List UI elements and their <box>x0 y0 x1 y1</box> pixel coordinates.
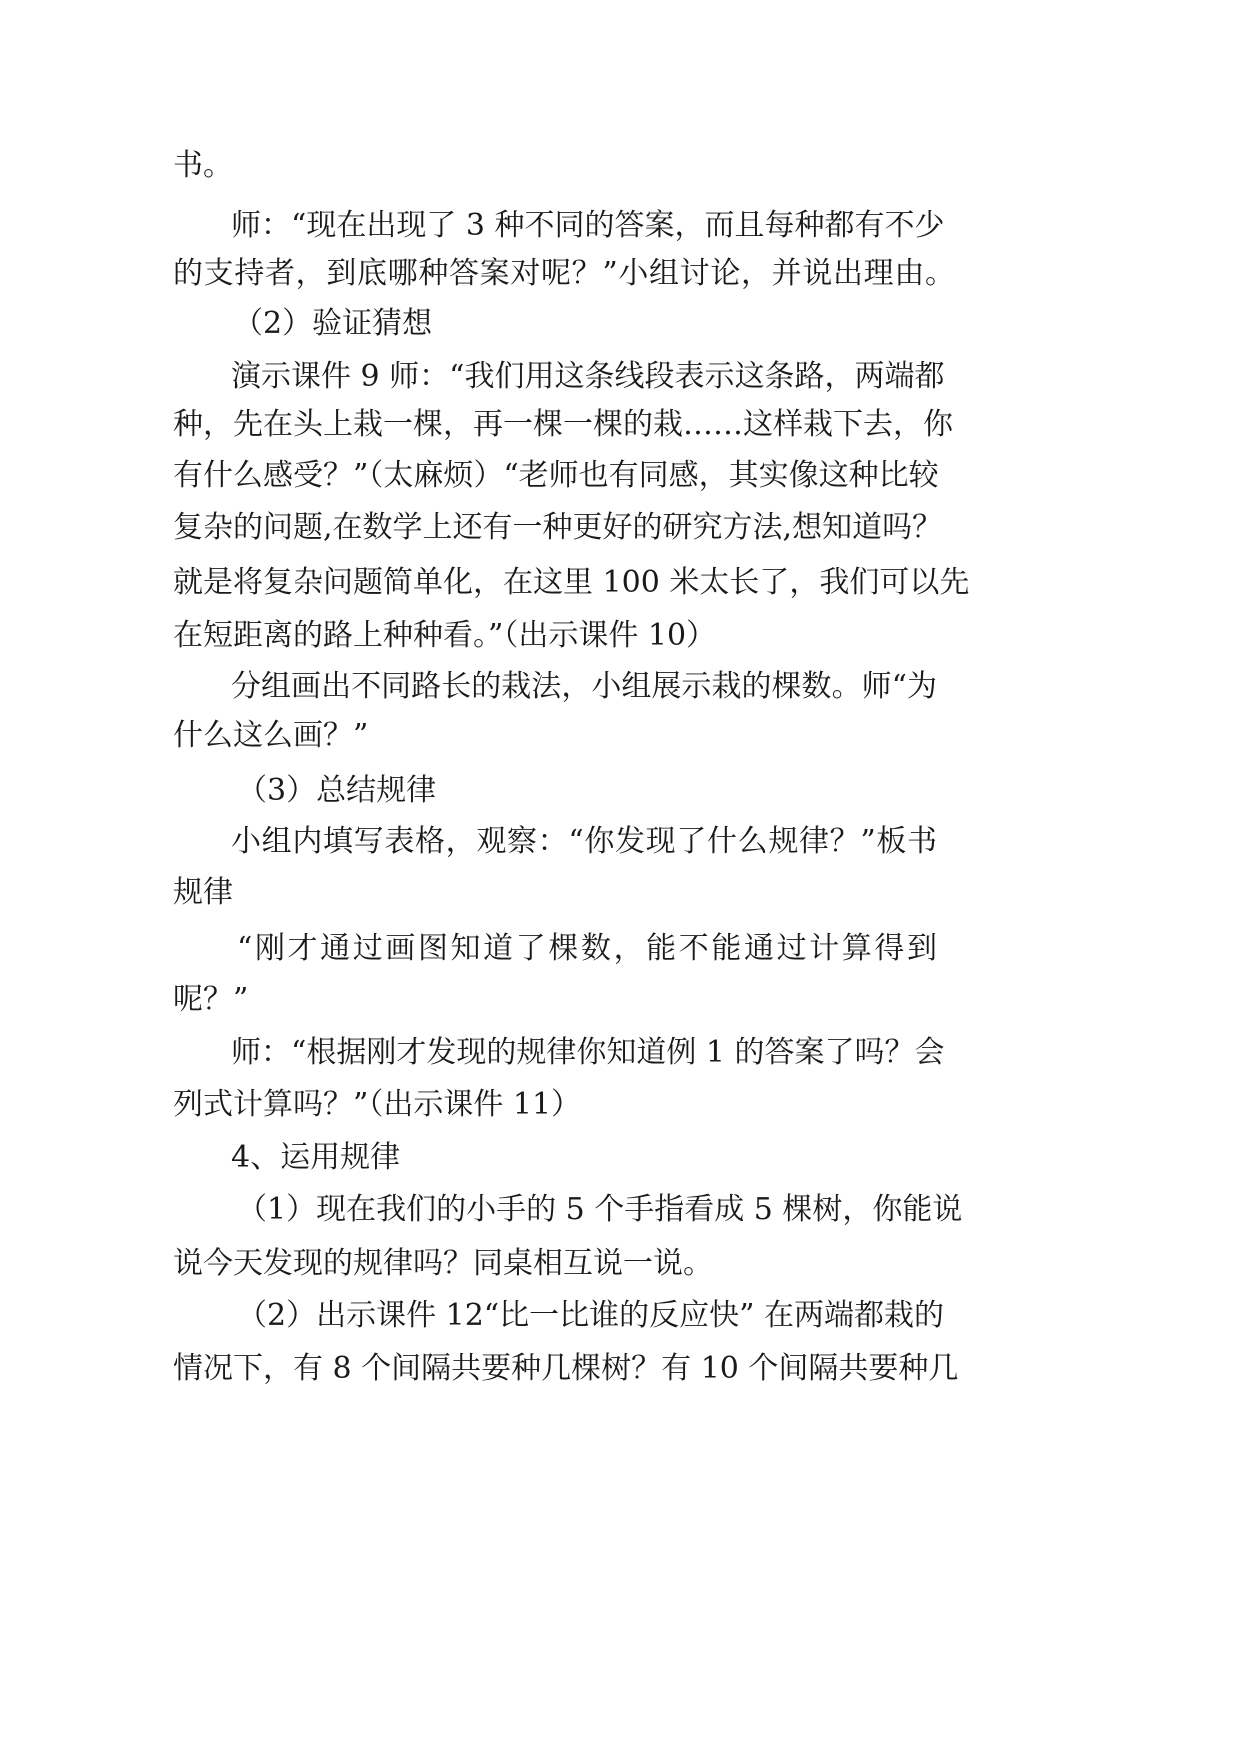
text-line: 师：“现在出现了 3 种不同的答案，而且每种都有不少 <box>231 208 945 243</box>
text-line: 有什么感受？”（太麻烦）“老师也有同感，其实像这种比较 <box>173 458 939 493</box>
text-line: 什么这么画？” <box>173 718 369 753</box>
text-line: 情况下，有 8 个间隔共要种几棵树？有 10 个间隔共要种几 <box>173 1351 959 1386</box>
section-heading: （2）验证猜想 <box>233 306 433 341</box>
text-line: 分组画出不同路长的栽法，小组展示栽的棵数。师“为 <box>231 669 937 704</box>
text-line: 复杂的问题,在数学上还有一种更好的研究方法,想知道吗？ <box>173 510 943 545</box>
text-line: 规律 <box>173 875 233 910</box>
text-line: 就是将复杂问题简单化，在这里 100 米太长了，我们可以先 <box>173 565 970 600</box>
text-line: 说今天发现的规律吗？同桌相互说一说。 <box>173 1246 713 1281</box>
section-heading: 4、运用规律 <box>231 1140 401 1175</box>
text-line: 书。 <box>173 148 233 183</box>
text-line: 在短距离的路上种种看。”（出示课件 10） <box>173 618 717 653</box>
text-line: 师：“根据刚才发现的规律你知道例 1 的答案了吗？会 <box>231 1035 945 1070</box>
section-heading: （3）总结规律 <box>237 773 437 808</box>
text-line: （2）出示课件 12“比一比谁的反应快” 在两端都栽的 <box>237 1298 945 1333</box>
text-line: 种，先在头上栽一棵，再一棵一棵的栽……这样栽下去，你 <box>173 407 953 442</box>
text-line: 的支持者，到底哪种答案对呢？”小组讨论，并说出理由。 <box>173 256 955 291</box>
text-line: “刚才通过画图知道了棵数，能不能通过计算得到 <box>237 931 937 966</box>
text-line: 小组内填写表格，观察：“你发现了什么规律？”板书 <box>231 824 937 859</box>
text-line: 呢？” <box>173 982 249 1017</box>
text-line: （1）现在我们的小手的 5 个手指看成 5 棵树，你能说 <box>237 1192 963 1227</box>
text-line: 演示课件 9 师：“我们用这条线段表示这条路，两端都 <box>231 359 945 394</box>
text-line: 列式计算吗？”（出示课件 11） <box>173 1087 582 1122</box>
